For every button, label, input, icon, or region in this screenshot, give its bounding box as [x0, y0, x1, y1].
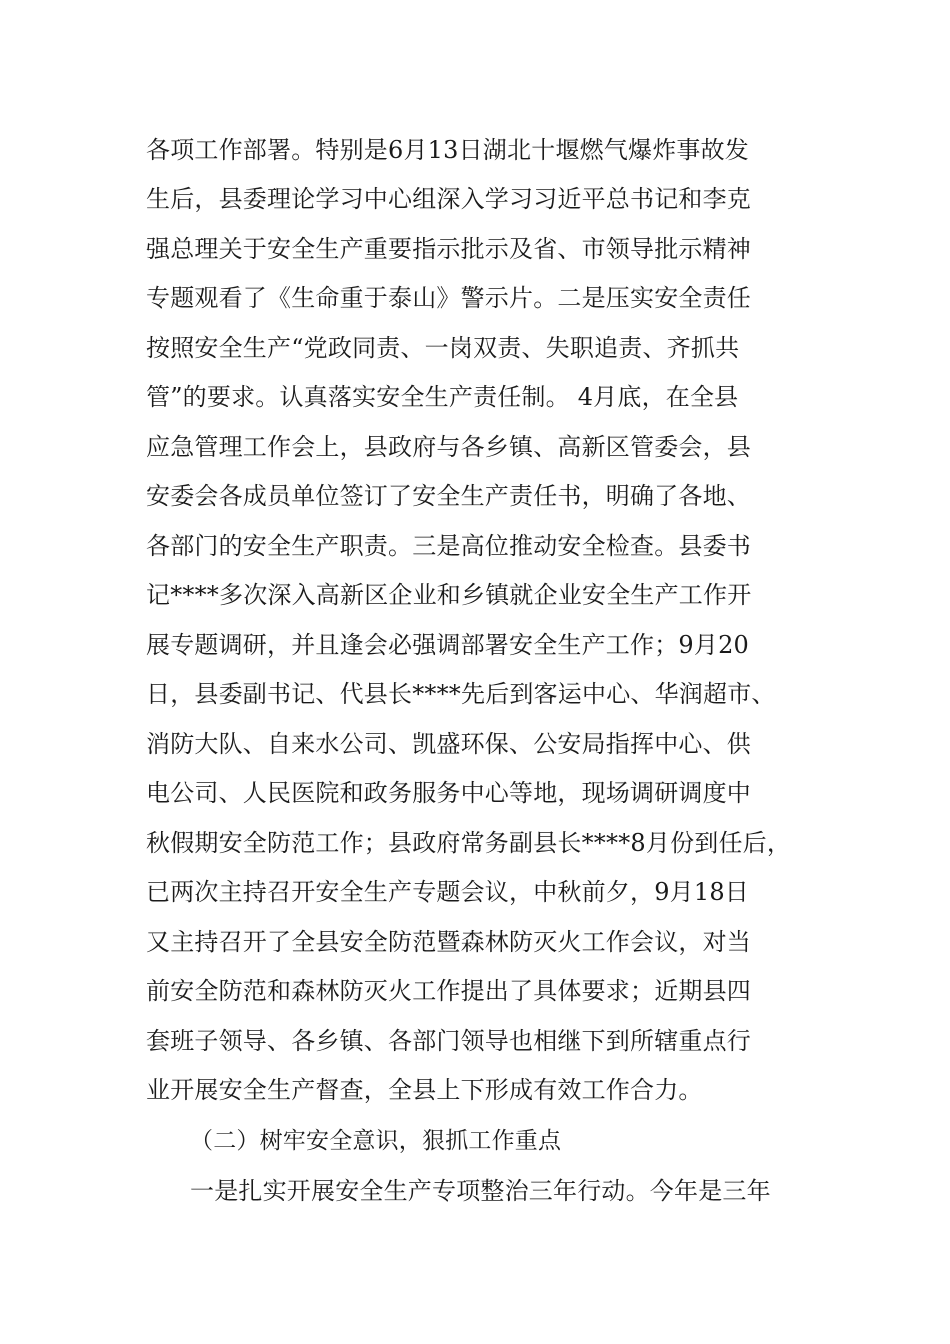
body-line-3: 强总理关于安全生产重要指示批示及省、市领导批示精神	[146, 235, 751, 263]
body-line-13: 消防大队、自来水公司、凯盛环保、公安局指挥中心、供	[146, 730, 751, 758]
section-heading: （二）树牢安全意识，狠抓工作重点	[190, 1128, 562, 1154]
paragraph-first-line: 一是扎实开展安全生产专项整治三年行动。今年是三年	[190, 1177, 771, 1205]
body-line-5: 按照安全生产“党政同责、一岗双责、失职追责、齐抓共	[146, 334, 740, 362]
body-line-14: 电公司、人民医院和政务服务中心等地，现场调研调度中	[146, 779, 751, 807]
body-line-20: 业开展安全生产督查，全县上下形成有效工作合力。	[146, 1076, 703, 1104]
body-line-6: 管”的要求。认真落实安全生产责任制。 4月底，在全县	[146, 383, 739, 411]
body-line-10: 记****多次深入高新区企业和乡镇就企业安全生产工作开	[146, 581, 752, 609]
body-line-11: 展专题调研，并且逢会必强调部署安全生产工作；9月20	[146, 631, 750, 659]
body-line-2: 生后，县委理论学习中心组深入学习习近平总书记和李克	[146, 185, 751, 213]
body-line-4: 专题观看了《生命重于泰山》警示片。二是压实安全责任	[146, 284, 751, 312]
body-line-15: 秋假期安全防范工作；县政府常务副县长****8月份到任后，	[146, 829, 792, 857]
body-line-16: 已两次主持召开安全生产专题会议，中秋前夕，9月18日	[146, 878, 750, 906]
body-line-19: 套班子领导、各乡镇、各部门领导也相继下到所辖重点行	[146, 1027, 751, 1055]
body-line-18: 前安全防范和森林防灭火工作提出了具体要求；近期县四	[146, 977, 751, 1005]
body-line-9: 各部门的安全生产职责。三是高位推动安全检查。县委书	[146, 532, 751, 560]
body-line-7: 应急管理工作会上，县政府与各乡镇、高新区管委会，县	[146, 433, 751, 461]
body-line-17: 又主持召开了全县安全防范暨森林防灭火工作会议，对当	[146, 928, 751, 956]
body-line-12: 日，县委副书记、代县长****先后到客运中心、华润超市、	[146, 680, 776, 708]
body-line-1: 各项工作部署。特别是6月13日湖北十堰燃气爆炸事故发	[146, 136, 750, 164]
body-line-8: 安委会各成员单位签订了安全生产责任书，明确了各地、	[146, 482, 751, 510]
